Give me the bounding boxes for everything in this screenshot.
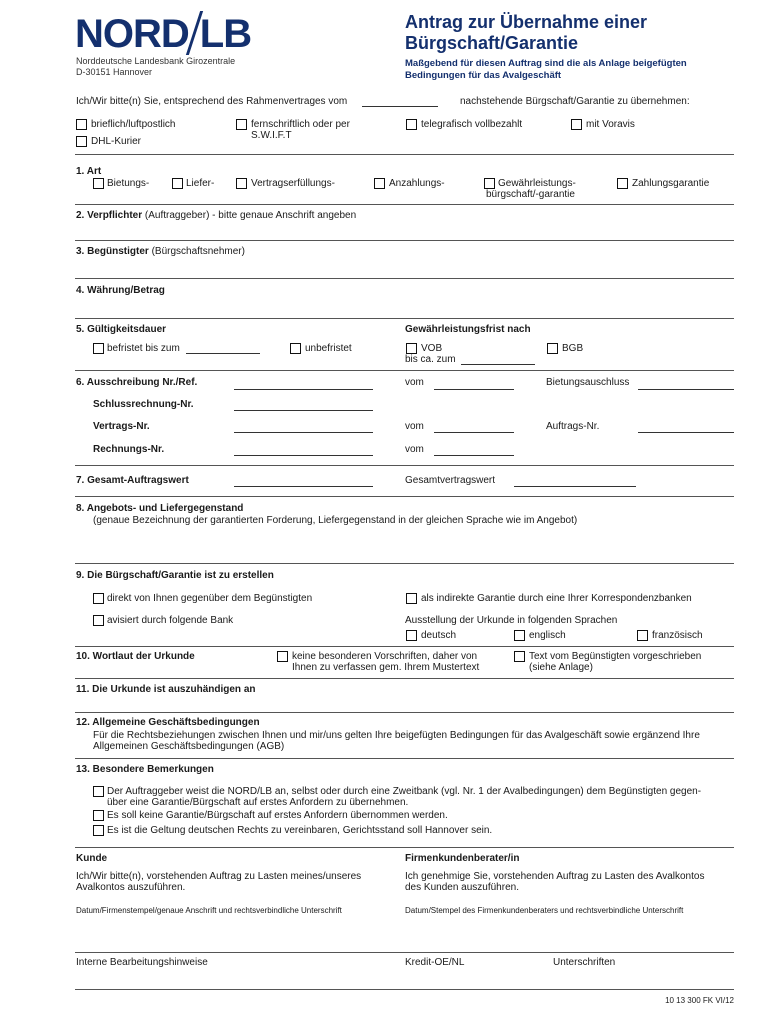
checkbox-voravis[interactable] [571, 119, 582, 130]
vom-field-1[interactable] [434, 389, 514, 390]
checkbox-fernschriftlich[interactable] [236, 119, 247, 130]
section3-heading [76, 246, 245, 258]
nordlb-logo [75, 14, 251, 58]
label-bgb: BGB [562, 343, 584, 354]
section2-hint: (Auftraggeber) - bitte genaue Anschrift angeben [144, 210, 357, 221]
ausschreibung-field[interactable] [234, 389, 373, 390]
section10-label: 10. Wortlaut der Urkunde [76, 651, 195, 662]
section4-label: 4. Währung/Betrag [76, 285, 165, 296]
kredit-oe-label: Kredit-OE/NL [405, 957, 465, 968]
checkbox-text-beguenstigter[interactable] [514, 651, 525, 662]
divider [75, 646, 734, 647]
title-line1: Antrag zur Übernahme einer [405, 12, 648, 32]
divider [75, 278, 734, 279]
label-indirekt: als indirekte Garantie durch eine Ihrer Korrespondenzbanken [421, 593, 692, 604]
berater-text-line2: des Kunden auszuführen. [405, 882, 519, 893]
gesamtvertragswert-field[interactable] [514, 486, 636, 487]
section12-label: 12. Allgemeine Geschäftsbedingungen [76, 717, 260, 728]
label-schlussrechnung: Schlussrechnung-Nr. [93, 399, 194, 410]
checkbox-bietung[interactable] [93, 178, 104, 189]
checkbox-bgb[interactable] [547, 343, 558, 354]
label-gesamtvertragswert: Gesamtvertragswert [405, 475, 496, 486]
label-dhl: DHL-Kurier [91, 136, 142, 147]
checkbox-liefer[interactable] [172, 178, 183, 189]
kunde-text-line2: Avalkontos auszuführen. [76, 882, 186, 893]
section2-heading [76, 210, 356, 222]
divider [75, 989, 734, 990]
label-liefer: Liefer- [186, 178, 215, 189]
label-gewaehrleistung: Gewährleistungs- [498, 178, 576, 189]
bank-city: D-30151 Hannover [76, 67, 153, 77]
label-vertrags-nr: Vertrags-Nr. [93, 421, 150, 432]
schlussrechnung-field[interactable] [234, 410, 373, 411]
label-vob: VOB [421, 343, 443, 354]
label-zahlungsgarantie: Zahlungsgarantie [632, 178, 710, 189]
section7-label: 7. Gesamt-Auftragswert [76, 475, 189, 486]
divider [75, 465, 734, 466]
label-deutsch: deutsch [421, 630, 457, 641]
form-number: 10 13 300 FK VI/12 [665, 996, 734, 1005]
form-subtitle [405, 58, 725, 82]
label-keine-vorschriften: keine besonderen Vorschriften, daher von [292, 651, 478, 662]
divider [75, 204, 734, 205]
kunde-signature-hint: Datum/Firmenstempel/genaue Anschrift und rechtsverbindliche Unterschrift [76, 906, 342, 915]
label-telegrafisch: telegrafisch vollbezahlt [421, 119, 523, 130]
kunde-label: Kunde [76, 853, 108, 864]
label-englisch: englisch [529, 630, 566, 641]
rahmenvertrag-date-field[interactable] [362, 106, 438, 107]
title-line2: Bürgschaft/Garantie [405, 33, 579, 53]
checkbox-gewaehrleistung[interactable] [484, 178, 495, 189]
vom-field-2[interactable] [434, 432, 514, 433]
section6-label: 6. Ausschreibung Nr./Ref. [76, 377, 198, 388]
checkbox-unbefristet[interactable] [290, 343, 301, 354]
label-gewaehrleistung-2: bürgschaft/-garantie [486, 189, 575, 200]
checkbox-indirekt[interactable] [406, 593, 417, 604]
gewaehrleistungsfrist-label: Gewährleistungsfrist nach [405, 324, 531, 335]
berater-signature-hint: Datum/Stempel des Firmenkundenberaters und rechtsverbindliche Unterschrift [405, 906, 684, 915]
checkbox-direkt[interactable] [93, 593, 104, 604]
divider [75, 496, 734, 497]
label-fernschriftlich: fernschriftlich oder per [251, 119, 350, 130]
label-anzahlung: Anzahlungs- [389, 178, 445, 189]
checkbox-keine-vorschriften[interactable] [277, 651, 288, 662]
label-rechnungs-nr: Rechnungs-Nr. [93, 444, 165, 455]
bank-name: Norddeutsche Landesbank Girozentrale [76, 56, 236, 66]
auftrags-nr-field[interactable] [638, 432, 734, 433]
form-title [405, 12, 647, 54]
label-direkt: direkt von Ihnen gegenüber dem Begünstigten [107, 593, 313, 604]
label-keine-garantie: Es soll keine Garantie/Bürgschaft auf erstes Anfordern übernommen werden. [107, 810, 448, 821]
label-vom-2: vom [405, 421, 424, 432]
checkbox-anzahlung[interactable] [374, 178, 385, 189]
gesamt-auftragswert-field[interactable] [234, 486, 373, 487]
divider [75, 952, 734, 953]
label-sprachen: Ausstellung der Urkunde in folgenden Sprachen [405, 615, 618, 626]
checkbox-deutsches-recht[interactable] [93, 825, 104, 836]
divider [75, 847, 734, 848]
checkbox-englisch[interactable] [514, 630, 525, 641]
interne-hinweise-label: Interne Bearbeitungshinweise [76, 957, 208, 968]
section5-label: 5. Gültigkeitsdauer [76, 324, 167, 335]
label-voravis: mit Voravis [586, 119, 635, 130]
divider [75, 563, 734, 564]
section9-label: 9. Die Bürgschaft/Garantie ist zu erstellen [76, 570, 274, 581]
section8-label: 8. Angebots- und Liefergegenstand [76, 503, 244, 514]
unterschriften-label: Unterschriften [553, 957, 616, 968]
checkbox-franzoesisch[interactable] [637, 630, 648, 641]
label-bietung: Bietungs- [107, 178, 150, 189]
checkbox-vertragserfuellung[interactable] [236, 178, 247, 189]
section3-hint: (Bürgschaftsnehmer) [151, 246, 245, 257]
checkbox-brieflich[interactable] [76, 119, 87, 130]
divider [75, 678, 734, 679]
label-text-beguenstigter: Text vom Begünstigten vorgeschrieben [529, 651, 702, 662]
label-swift: S.W.I.F.T [251, 130, 292, 141]
kunde-text-line1: Ich/Wir bitte(n), vorstehenden Auftrag zu Lasten meines/unseres [76, 871, 362, 882]
label-franzoesisch: französisch [652, 630, 703, 641]
bietungsauschluss-field[interactable] [638, 389, 734, 390]
agb-text-line2: Allgemeinen Geschäftsbedingungen (AGB) [93, 741, 285, 752]
section1-label: 1. Art [76, 166, 102, 177]
label-avisiert: avisiert durch folgende Bank [107, 615, 234, 626]
label-keine-vorschriften-2: Ihnen zu verfassen gem. Ihrem Mustertext [292, 662, 480, 673]
label-bietungsauschluss: Bietungsauschluss [546, 377, 630, 388]
divider [75, 370, 734, 371]
label-vom-3: vom [405, 444, 424, 455]
checkbox-vob[interactable] [406, 343, 417, 354]
agb-text-line1: Für die Rechtsbeziehungen zwischen Ihnen und mir/uns gelten Ihre beigefügten Bedingungen für das Avalgeschäft sowie ergänzend Ihre [93, 730, 700, 741]
rechnungs-nr-field[interactable] [234, 455, 373, 456]
checkbox-telegrafisch[interactable] [406, 119, 417, 130]
label-erstes-anfordern-2: über eine Garantie/Bürgschaft auf erstes Anfordern zu übernehmen. [107, 797, 409, 808]
checkbox-zahlungsgarantie[interactable] [617, 178, 628, 189]
berater-label: Firmenkundenberater/in [405, 853, 520, 864]
checkbox-dhl[interactable] [76, 136, 87, 147]
label-brieflich: brieflich/luftpostlich [91, 119, 176, 130]
checkbox-deutsch[interactable] [406, 630, 417, 641]
checkbox-avisiert[interactable] [93, 615, 104, 626]
vom-field-3[interactable] [434, 455, 514, 456]
section2-label: 2. Verpflichter [76, 210, 143, 221]
checkbox-befristet[interactable] [93, 343, 104, 354]
divider [75, 318, 734, 319]
section11-label: 11. Die Urkunde ist auszuhändigen an [76, 684, 256, 695]
label-befristet: befristet bis zum [107, 343, 180, 354]
checkbox-keine-garantie[interactable] [93, 810, 104, 821]
bank-address [76, 56, 235, 78]
vob-date-field[interactable] [461, 364, 535, 365]
subtitle-line1: Maßgebend für diesen Auftrag sind die als Anlage beigefügten [405, 58, 687, 69]
label-vertragserfuellung: Vertragserfüllungs- [251, 178, 335, 189]
label-auftrags-nr: Auftrags-Nr. [546, 421, 600, 432]
intro-text1: Ich/Wir bitte(n) Sie, entsprechend des Rahmenvertrages vom [76, 96, 348, 107]
subtitle-line2: Bedingungen für das Avalgeschäft [405, 70, 562, 81]
label-vom-1: vom [405, 377, 424, 388]
checkbox-erstes-anfordern[interactable] [93, 786, 104, 797]
berater-text-line1: Ich genehmige Sie, vorstehenden Auftrag zu Lasten des Avalkontos [405, 871, 705, 882]
section13-label: 13. Besondere Bemerkungen [76, 764, 214, 775]
section3-label: 3. Begünstigter [76, 246, 149, 257]
divider [75, 154, 734, 155]
befristet-date-field[interactable] [186, 353, 260, 354]
divider [75, 758, 734, 759]
label-erstes-anfordern: Der Auftraggeber weist die NORD/LB an, selbst oder durch eine Zweitbank (vgl. Nr. 1 der Avalbedingungen) dem Begünstigten gegen- [107, 786, 702, 797]
label-siehe-anlage: (siehe Anlage) [529, 662, 593, 673]
label-deutsches-recht: Es ist die Geltung deutschen Rechts zu vereinbaren, Gerichtsstand soll Hannover sein. [107, 825, 493, 836]
logo-text-right: LB [199, 12, 252, 56]
intro-text2: nachstehende Bürgschaft/Garantie zu übernehmen: [460, 96, 690, 107]
divider [75, 712, 734, 713]
label-bis-ca: bis ca. zum [405, 354, 456, 365]
label-unbefristet: unbefristet [305, 343, 352, 354]
vertrags-nr-field[interactable] [234, 432, 373, 433]
divider [75, 240, 734, 241]
logo-text-left: NORD [75, 12, 189, 56]
section8-hint: (genaue Bezeichnung der garantierten Forderung, Liefergegenstand in der gleichen Sprache wie im Angebot) [93, 515, 578, 526]
